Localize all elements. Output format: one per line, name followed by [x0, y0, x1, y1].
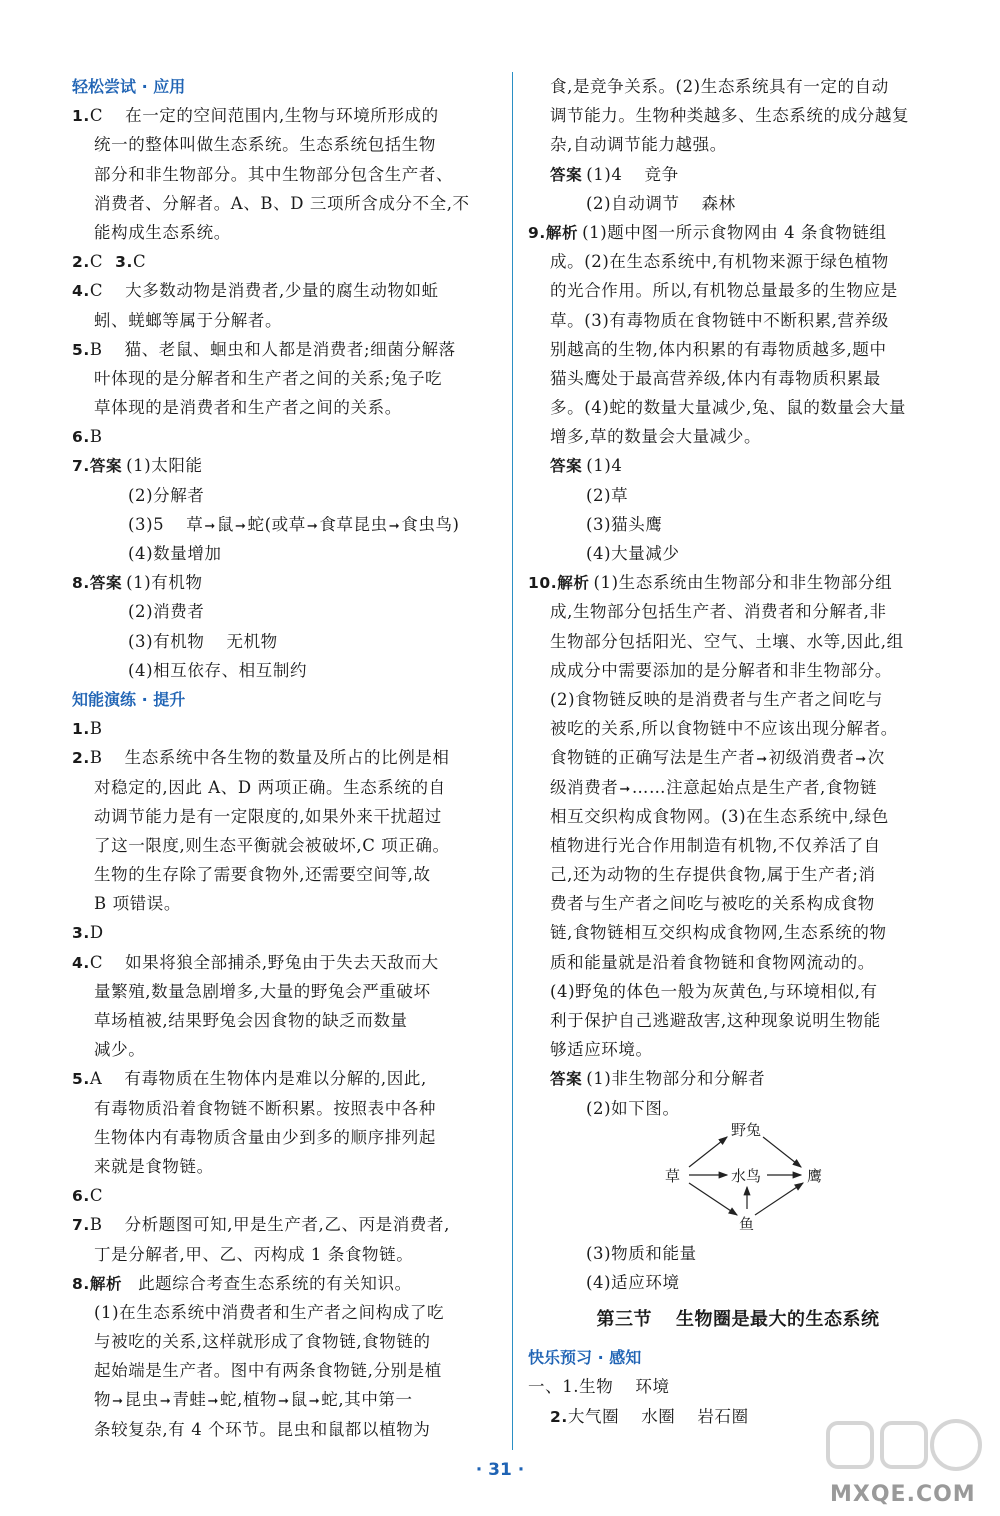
analysis-q9: 9.解析 (1)题中图一所示食物网由 4 条食物链组: [528, 222, 887, 242]
practice-p1: 1.B: [72, 719, 103, 739]
page-number: · 31 ·: [475, 1460, 525, 1480]
food-web-diagram: [655, 1115, 845, 1233]
chapter-title: 第三节 生物圈是最大的生态系统: [596, 1309, 880, 1331]
practice-p4: 4.C 如果将狼全部捕杀,野兔由于失去天敌而大: [72, 952, 439, 972]
section-heading-preview: 快乐预习 · 感知: [528, 1348, 642, 1368]
node-eagle: 鹰: [807, 1167, 823, 1185]
arrow-right-icon: ➞: [388, 518, 401, 534]
arrow-right-icon: ➞: [278, 1394, 290, 1410]
arrow-right-icon: ➞: [308, 1394, 321, 1410]
arrow-right-icon: ➞: [619, 781, 631, 797]
section-heading-practice: 知能演练 · 提升: [72, 689, 186, 709]
practice-p3: 3.D: [72, 923, 104, 943]
practice-p7: 7.B 分析题图可知,甲是生产者,乙、丙是消费者,: [72, 1215, 450, 1235]
node-waterbird: 水鸟: [731, 1167, 762, 1185]
section-heading-easy-try: 轻松尝试 · 应用: [72, 77, 186, 96]
answer-q8-result: 答案 (1)4 竞争: [550, 164, 679, 184]
arrow-right-icon: ➞: [204, 518, 216, 534]
node-fish: 鱼: [739, 1215, 755, 1233]
right-column: 食,是竞争关系。(2)生态系统具有一定的自动 调节能力。生物种类越多、生态系统的成分越复 杂,自动调节能力越强。 答案 (1)4 竞争 (2)自动调节 森林 9.解析 (1)题中图一所示食物网由 4 条食物链组 成。(2)在生态系统中,有机物来源于绿色植物 的光合作用。所以,有机物总量最多的生物应是 草。(3)有毒物质在食物链中不断积累,营养级 别越高的生物,体内积累的有毒物质越多,题中 猫头鹰处于最高营养级,体内有毒物质积累最 多。(4)蛇的数量大量减少,兔、鼠的数量会大量 增多,草的数量会大量减少。 答案 (1)4 (2)草 (3)猫头鹰 (4)大量减少 10.解析 (1)生态系统由生物部分和非生物部分组 成,生物部分包括生产者、消费者和分解者,非 生物部分包括阳光、空气、土壤、水等,因此,组 成成分中需要添加的是分解者和非生物部分。 (2)食物链反映的是消费者与生产者之间吃与 被吃的关系,所以食物链中不应该出现分解者。 食物链的正确写法是生产者➞初级消费者➞次 级消费者➞……注意起始点是生产者,食物链 相互交织构成食物网。(3)在生态系统中,绿色 植物进行光合作用制造有机物,不仅养活了自 己,还为动物的生存提供食物,属于生产者;消 费者与生产者之间吃与被吃的关系构成食物 链,食物链相互交织构成食物网,生态系统的物 质和能量就是沿着食物链和食物网流动的。 (4)野兔的体色一般为灰黄色,与环境相似,有 利于保护自己逃避敌害,这种现象说明生物能 够适应环境。 答案 (1)非生物部分和分解者 (2)如下图。 (3)物质和能量 (4)适应环境 第三节 生物圈是最大的生态系统 快乐预习 · 感知 一、1.生物 环境 2.大气圈 水圈 岩石圈: [528, 72, 948, 1431]
node-hare: 野兔: [731, 1121, 762, 1139]
practice-p6: 6.C: [72, 1186, 104, 1206]
answer-q8: 8.答案 (1)有机物: [72, 573, 203, 593]
preview-item-1: 一、1.生物 环境: [528, 1377, 670, 1397]
column-divider: [512, 72, 513, 1450]
left-column: 轻松尝试 · 应用 1.C 在一定的空间范围内,生物与环境所形成的 统一的整体叫做生态系统。生态系统包括生物 部分和非生物部分。其中生物部分包含生产者、 消费者、分解者。A、B、D 三项所含成分不全,不 能构成生态系统。 2.C 3.C 4.C 大多数动物是消费者,少量的腐生动物如蚯 蚓、蜣螂等属于分解者。 5.B 猫、老鼠、蛔虫和人都是消费者;细菌分解落 叶体现的是分解者和生产者之间的关系;兔子吃 草体现的是消费者和生产者之间的关系。 6.B 7.答案 (1)太阳能 (2)分解者 (3)5 草➞鼠➞蛇(或草➞食草昆虫➞食虫鸟) (4)数量增加 8.答案 (1)有机物 (2)消费者 (3)有机物 无机物 (4)相互依存、相互制约 知能演练 · 提升 1.B 2.B 生态系统中各生物的数量及所占的比例是相 对稳定的,因此 A、D 两项正确。生态系统的自 动调节能力是有一定限度的,如果外来干扰超过 了这一限度,则生态平衡就会被破坏,C 项正确。 生物的生存除了需要食物外,还需要空间等,故 B 项错误。 3.D 4.C 如果将狼全部捕杀,野兔由于失去天敌而大 量繁殖,数量急剧增多,大量的野兔会严重破坏 草场植被,结果野兔会因食物的缺乏而数量 减少。 5.A 有毒物质在生物体内是难以分解的,因此, 有毒物质沿着食物链不断积累。按照表中各种 生物体内有毒物质含量由少到多的顺序排列起 来就是食物链。 6.C 7.B 分析题图可知,甲是生产者,乙、丙是消费者, 丁是分解者,甲、乙、丙构成 1 条食物链。 8.解析 此题综合考查生态系统的有关知识。 (1)在生态系统中消费者和生产者之间构成了吃 与被吃的关系,这样就形成了食物链,食物链的 起始端是生产者。图中有两条食物链,分别是植 物➞昆虫➞青蛙➞蛇,植物➞鼠➞蛇,其中第一 条较复杂,有 4 个环节。昆虫和鼠都以植物为: [72, 72, 502, 1444]
arrow-right-icon: ➞: [756, 752, 768, 768]
answer-q4: 4.C 大多数动物是消费者,少量的腐生动物如蚯: [72, 281, 439, 301]
answer-q9-result: 答案 (1)4: [550, 456, 623, 476]
answer-q7: 7.答案 (1)太阳能: [72, 456, 203, 476]
node-grass: 草: [665, 1167, 681, 1185]
answer-q5: 5.B 猫、老鼠、蛔虫和人都是消费者;细菌分解落: [72, 339, 456, 359]
answer-q2-q3: 2.C 3.C: [72, 252, 147, 272]
practice-p5: 5.A 有毒物质在生物体内是难以分解的,因此,: [72, 1069, 427, 1089]
analysis-q10: 10.解析 (1)生态系统由生物部分和非生物部分组: [528, 573, 893, 593]
arrow-right-icon: ➞: [112, 1394, 124, 1410]
arrow-right-icon: ➞: [306, 518, 319, 534]
answer-q1: 1.C 在一定的空间范围内,生物与环境所形成的: [72, 106, 439, 126]
practice-p2: 2.B 生态系统中各生物的数量及所占的比例是相: [72, 748, 450, 768]
answer-q10-result: 答案 (1)非生物部分和分解者: [550, 1069, 766, 1089]
arrow-right-icon: ➞: [855, 752, 867, 768]
arrow-right-icon: ➞: [207, 1394, 220, 1410]
arrow-right-icon: ➞: [159, 1394, 172, 1410]
arrow-right-icon: ➞: [235, 518, 247, 534]
watermark-text: MXQE.COM: [830, 1482, 976, 1507]
practice-p8: 8.解析 此题综合考查生态系统的有关知识。: [72, 1273, 412, 1293]
preview-item-2: 2.大气圈 水圈 岩石圈: [550, 1406, 749, 1426]
answer-q6: 6.B: [72, 427, 103, 447]
